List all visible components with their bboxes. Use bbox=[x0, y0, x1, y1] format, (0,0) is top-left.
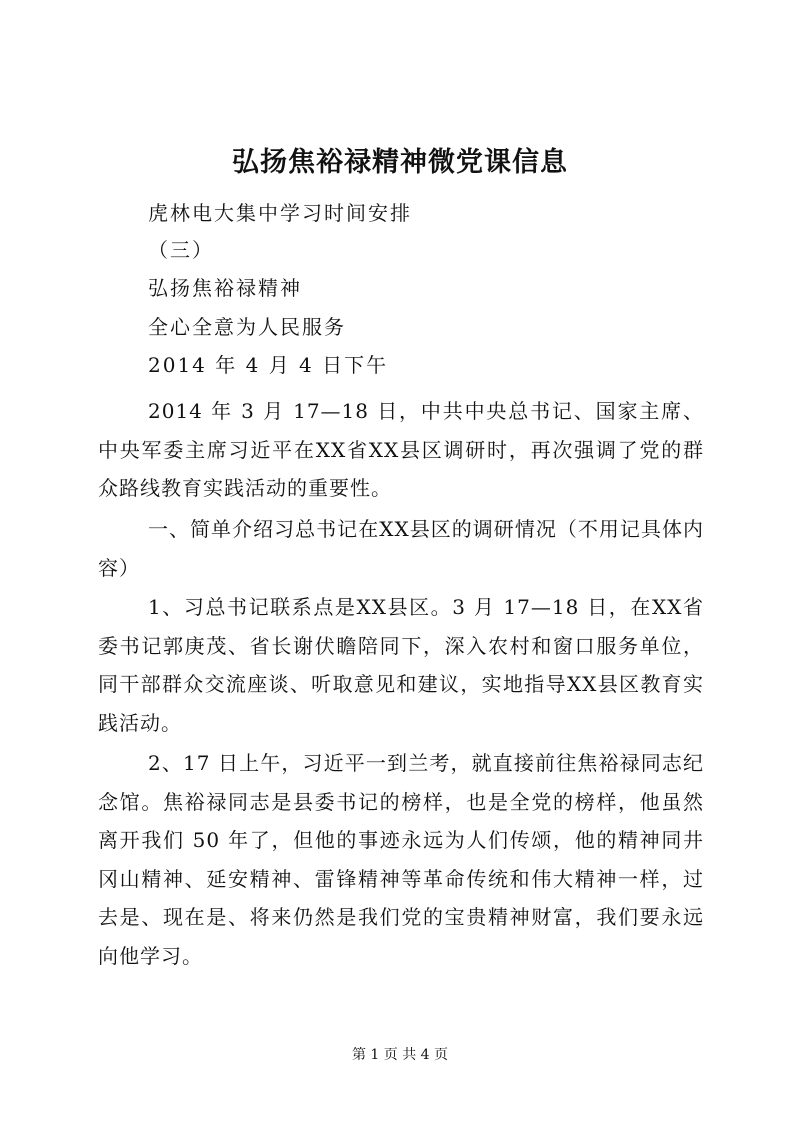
paragraph-section-heading: 一、简单介绍习总书记在XX县区的调研情况（不用记具体内容） bbox=[98, 517, 704, 580]
meta-line-schedule: 虎林电大集中学习时间安排 bbox=[148, 201, 412, 225]
paragraph-item-1: 1、习总书记联系点是XX县区。3 月 17—18 日，在XX省委书记郭庚茂、省长谢伏瞻陪同下，深入农村和窗口服务单位，同干部群众交流座谈、听取意见和建议，实地指导XX县区教育实践活动。 bbox=[98, 595, 704, 735]
paragraph-item-2: 2、17 日上午，习近平一到兰考，就直接前往焦裕禄同志纪念馆。焦裕禄同志是县委书记的榜样，也是全党的榜样，他虽然离开我们 50 年了，但他的事迹永远为人们传颂，他的精神同井冈山精神、延安精神、雷锋精神等革命传统和伟大精神一样，过去是、现在是、将来仍然是我们党的宝贵精神财富，我们要永远向他学习。 bbox=[98, 751, 704, 968]
page-footer: 第 1 页 共 4 页 bbox=[351, 1047, 449, 1063]
meta-line-part: （三） bbox=[148, 238, 214, 262]
meta-line-date: 2014 年 4 月 4 日下午 bbox=[148, 353, 389, 377]
paragraph-intro: 2014 年 3 月 17—18 日，中共中央总书记、国家主席、中央军委主席习近平在XX省XX县区调研时，再次强调了党的群众路线教育实践活动的重要性。 bbox=[98, 399, 704, 500]
meta-line-subtheme: 全心全意为人民服务 bbox=[148, 315, 346, 339]
meta-line-theme: 弘扬焦裕禄精神 bbox=[148, 276, 302, 300]
document-title: 弘扬焦裕禄精神微党课信息 bbox=[232, 147, 568, 178]
